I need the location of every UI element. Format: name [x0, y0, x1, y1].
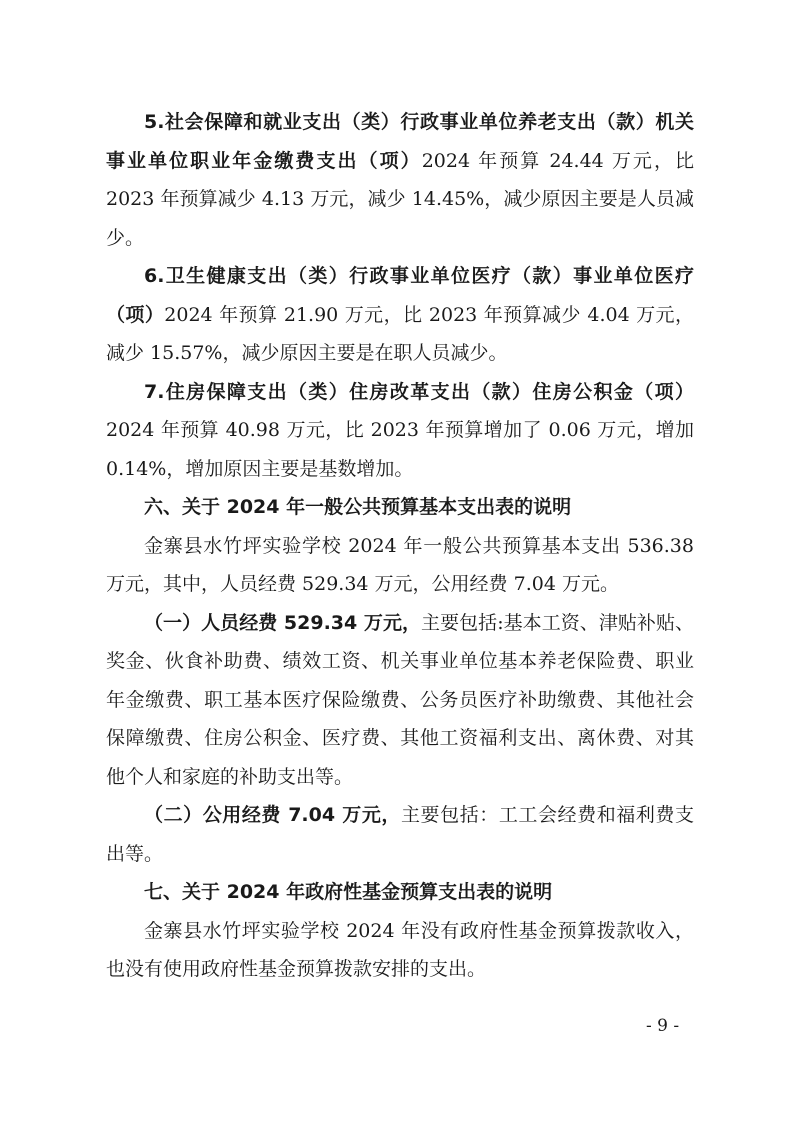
paragraph-lead: 7.住房保障支出（类）住房改革支出（款）住房公积金（项）: [144, 380, 694, 403]
page-number: - 9 -: [646, 1016, 680, 1036]
paragraph-lead: 6.卫生健康支出（类）行政事业单位医疗（款）事业单位医疗（项）: [106, 265, 694, 326]
section-heading-seven: 七、关于 2024 年政府性基金预算支出表的说明: [144, 881, 553, 903]
paragraph-government-fund: 金寨县水竹坪实验学校 2024 年没有政府性基金预算拨款收入，也没有使用政府性基金预算拨款安排的支出。: [106, 919, 694, 980]
paragraph-basic-expenditure: 金寨县水竹坪实验学校 2024 年一般公共预算基本支出 536.38 万元，其中，人员经费 529.34 万元，公用经费 7.04 万元。: [106, 534, 694, 595]
paragraph-public-expenses: [106, 796, 694, 873]
document-body: [106, 103, 694, 989]
section-heading-six: 六、关于 2024 年一般公共预算基本支出表的说明: [144, 496, 572, 518]
paragraph-health: [106, 257, 694, 373]
paragraph-lead: （一）人员经费 529.34 万元，: [144, 611, 422, 634]
paragraph-text: 主要包括:基本工资、津贴补贴、奖金、伙食补助费、绩效工资、机关事业单位基本养老保险费、职业年金缴费、职工基本医疗保险缴费、公务员医疗补助缴费、其他社会保障缴费、住房公积金、医疗费、其他工资福利支出、离休费、对其他个人和家庭的补助支出等。: [106, 611, 694, 788]
paragraph-text: 2024 年预算 24.44 万元，比 2023 年预算减少 4.13 万元，减少 14.45%，减少原因主要是人员减少。: [106, 149, 694, 249]
paragraph-social-security: [106, 103, 694, 257]
paragraph-text: 2024 年预算 21.90 万元，比 2023 年预算减少 4.04 万元，减少 15.57%，减少原因主要是在职人员减少。: [106, 303, 694, 364]
paragraph-lead: （二）公用经费 7.04 万元，: [144, 804, 401, 826]
paragraph-lead: 5.社会保障和就业支出（类）行政事业单位养老支出（款）机关事业单位职业年金缴费支出（项）: [106, 111, 694, 172]
paragraph-text: 2024 年预算 40.98 万元，比 2023 年预算增加了 0.06 万元，增加 0.14%，增加原因主要是基数增加。: [106, 419, 694, 480]
paragraph-personnel-expenses: [106, 604, 694, 797]
paragraph-text: 主要包括：工工会经费和福利费支出等。: [106, 804, 694, 865]
paragraph-housing: [106, 373, 694, 489]
